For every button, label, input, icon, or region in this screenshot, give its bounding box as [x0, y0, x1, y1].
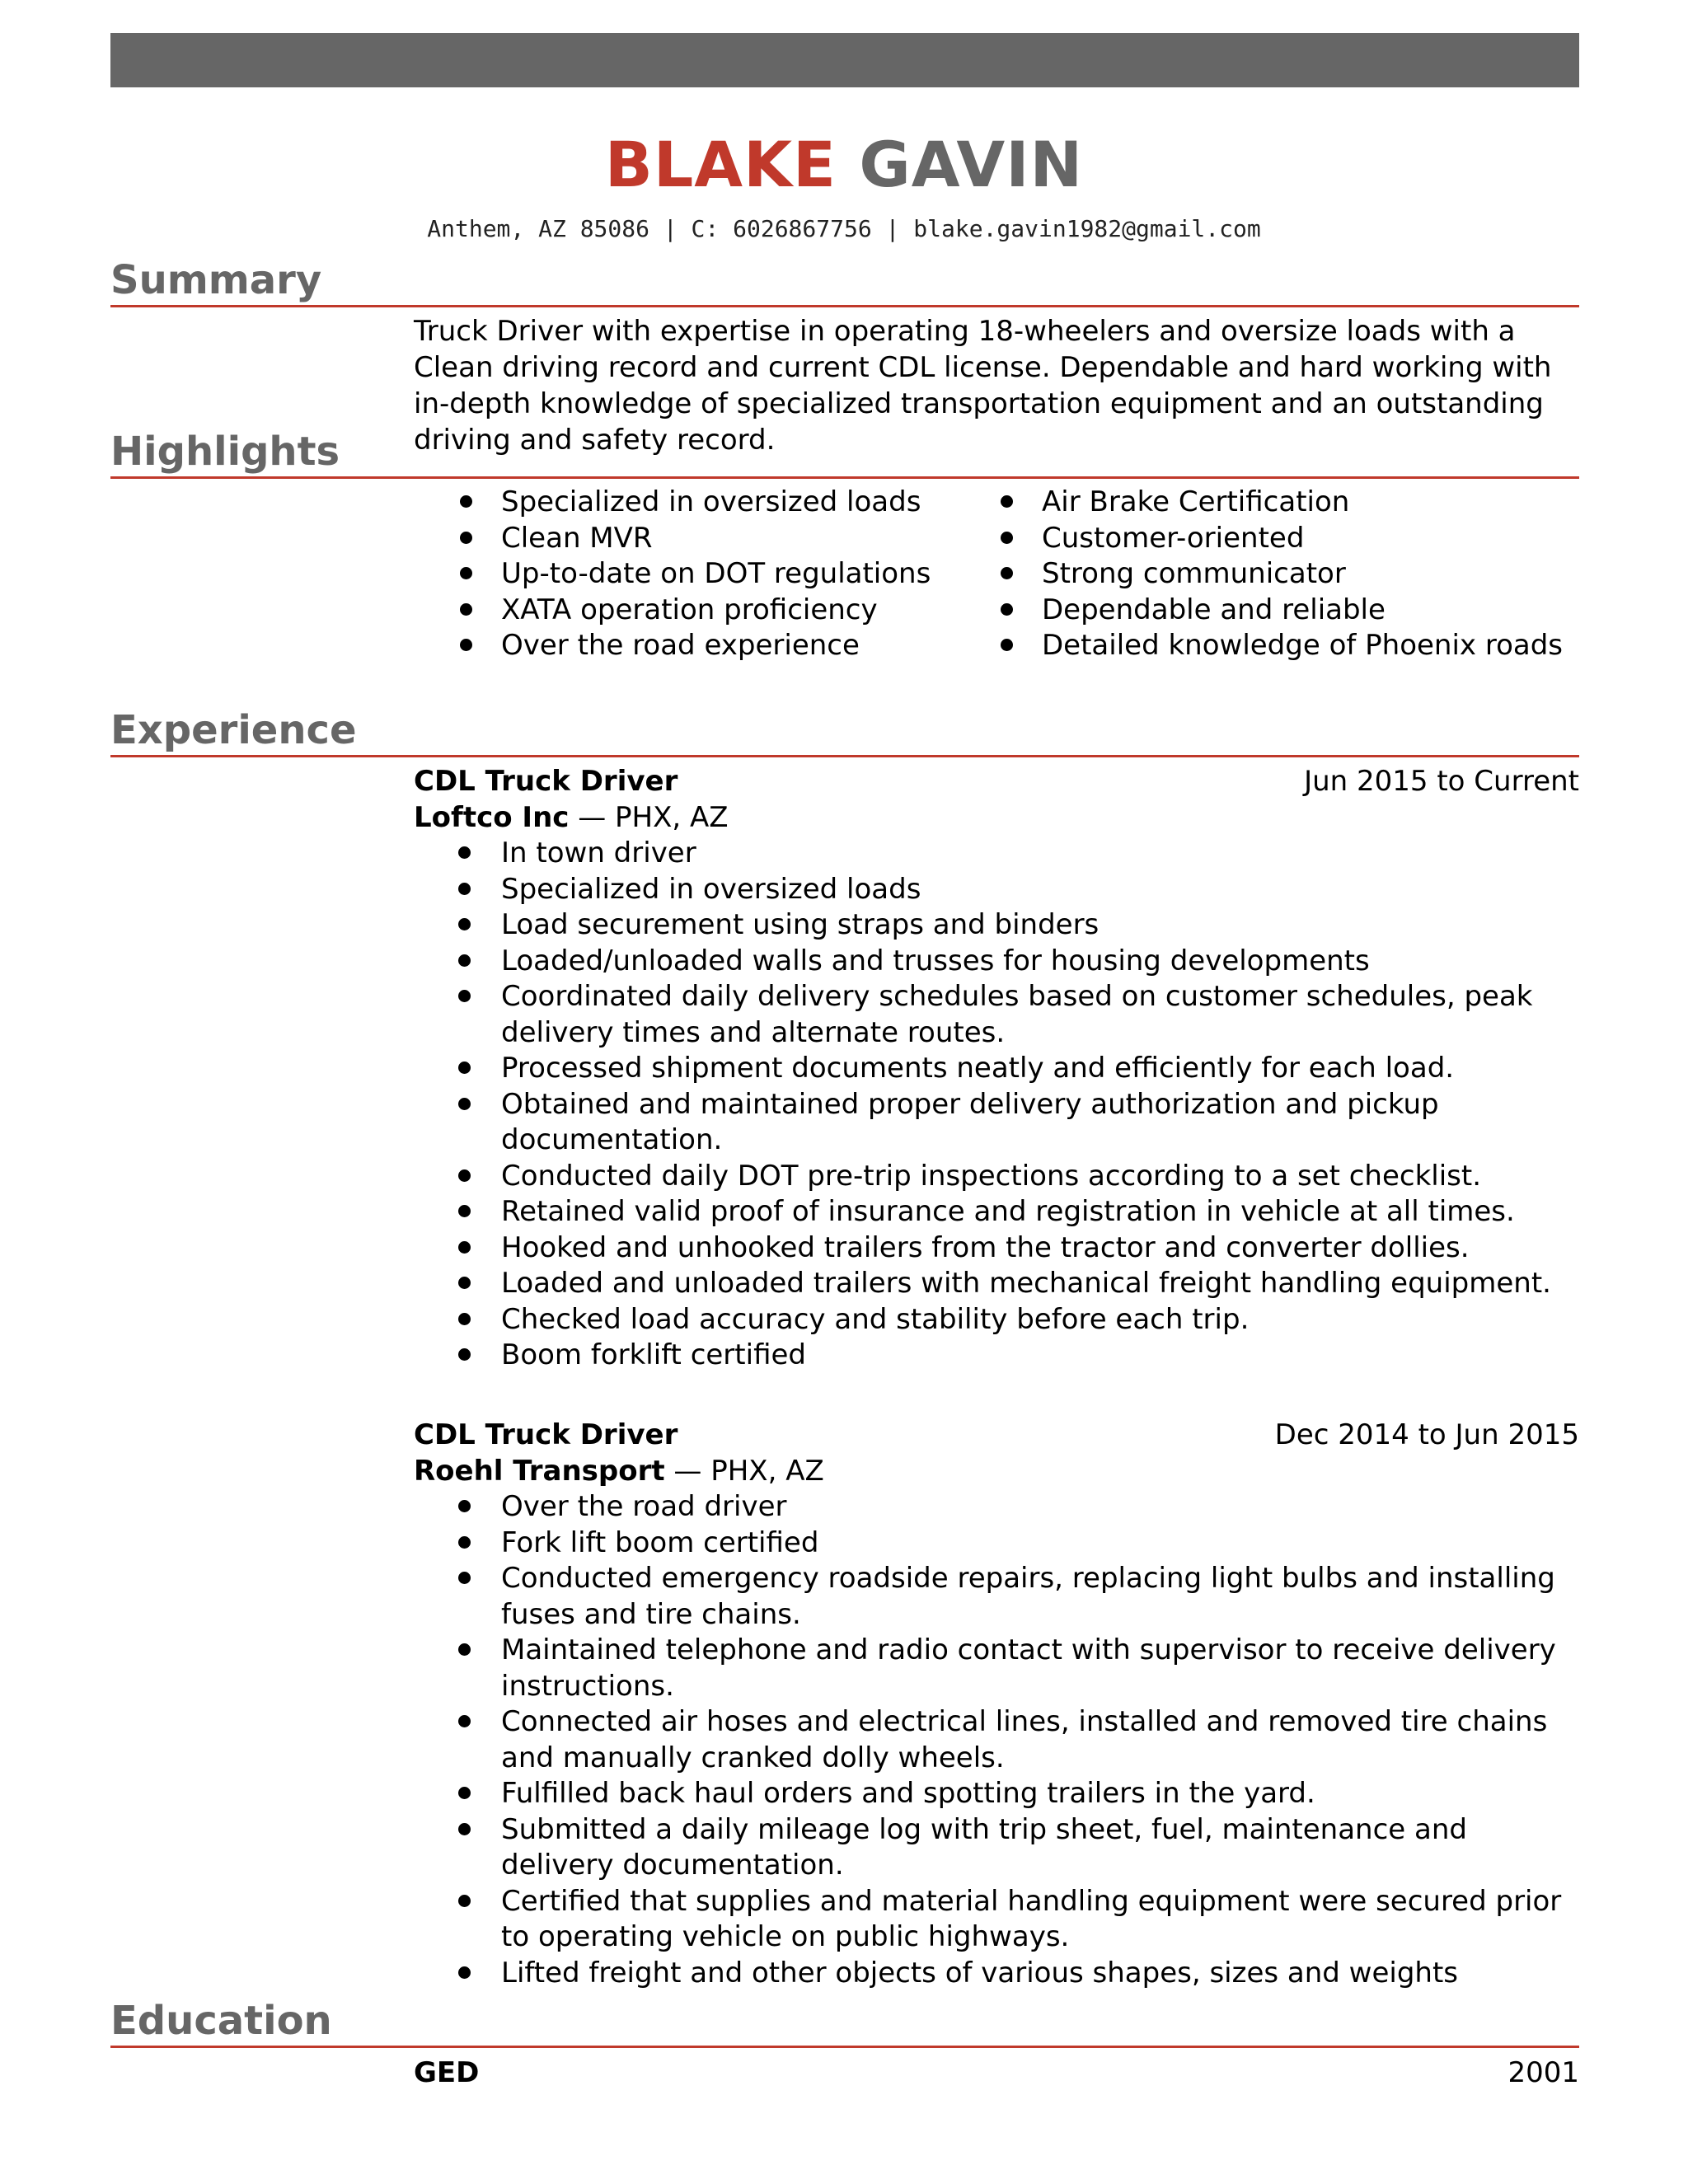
highlights-right-list: [999, 485, 1576, 664]
list-item: Submitted a daily mileage log with trip sheet, fuel, maintenance and delivery documentation.: [457, 1812, 1579, 1884]
list-item: Over the road driver: [457, 1489, 1579, 1526]
list-item: Checked load accuracy and stability before each trip.: [457, 1302, 1579, 1338]
list-item: Detailed knowledge of Phoenix roads: [999, 628, 1576, 664]
list-item: Processed shipment documents neatly and efficiently for each load.: [457, 1051, 1579, 1087]
job-1-header: [414, 763, 1579, 799]
experience-divider: [110, 755, 1579, 757]
summary-text: Truck Driver with expertise in operating 18-wheelers and oversize loads with a Clean driving record and current CDL license. Dependable and hard working with in-depth knowledge of specialized transportation equipment and an outstanding driving and safety record.: [414, 315, 1552, 457]
job-1-location: — PHX, AZ: [569, 801, 729, 834]
summary-divider: [110, 305, 1579, 307]
education-entry: [414, 2055, 1579, 2091]
list-item: In town driver: [457, 836, 1579, 872]
header-bar: [110, 33, 1579, 87]
job-2-header: [414, 1417, 1579, 1453]
list-item: Customer-oriented: [999, 521, 1576, 557]
list-item: Maintained telephone and radio contact with supervisor to receive delivery instructions.: [457, 1633, 1579, 1704]
last-name: GAVIN: [859, 128, 1084, 201]
list-item: Specialized in oversized loads: [458, 485, 953, 521]
education-year: 2001: [1507, 2056, 1579, 2089]
list-item: Conducted daily DOT pre-trip inspections according to a set checklist.: [457, 1159, 1579, 1195]
job-1-company: Loftco Inc: [414, 801, 570, 834]
list-item: Certified that supplies and material handling equipment were secured prior to operating vehicle on public highways.: [457, 1884, 1579, 1956]
candidate-name: [0, 124, 1688, 206]
list-item: Boom forklift certified: [457, 1338, 1579, 1374]
list-item: XATA operation proficiency: [458, 593, 953, 629]
list-item: Coordinated daily delivery schedules based on customer schedules, peak delivery times and alternate routes.: [457, 979, 1579, 1051]
list-item: Loaded/unloaded walls and trusses for housing developments: [457, 944, 1579, 980]
list-item: Conducted emergency roadside repairs, replacing light bulbs and installing fuses and tire chains.: [457, 1561, 1579, 1633]
job-2-company-line: [414, 1453, 1579, 1489]
list-item: Loaded and unloaded trailers with mechanical freight handling equipment.: [457, 1266, 1579, 1302]
experience-heading: Experience: [110, 707, 357, 753]
job-1-role: CDL Truck Driver: [414, 765, 678, 798]
list-item: Over the road experience: [458, 628, 953, 664]
list-item: Air Brake Certification: [999, 485, 1576, 521]
job-2-company: Roehl Transport: [414, 1455, 665, 1488]
highlights-heading: Highlights: [110, 429, 340, 475]
education-divider: [110, 2046, 1579, 2048]
list-item: Clean MVR: [458, 521, 953, 557]
list-item: Load securement using straps and binders: [457, 907, 1579, 944]
education-degree: GED: [414, 2056, 480, 2089]
job-1-company-line: [414, 799, 1579, 836]
list-item: Up-to-date on DOT regulations: [458, 556, 953, 593]
list-item: Hooked and unhooked trailers from the tractor and converter dollies.: [457, 1230, 1579, 1267]
highlights-left-list: [458, 485, 953, 664]
education-heading: Education: [110, 1998, 332, 2044]
list-item: Strong communicator: [999, 556, 1576, 593]
job-2-role: CDL Truck Driver: [414, 1418, 678, 1451]
list-item: Fork lift boom certified: [457, 1526, 1579, 1562]
list-item: Fulfilled back haul orders and spotting trailers in the yard.: [457, 1776, 1579, 1812]
job-1-bullet-list: [457, 836, 1579, 1374]
list-item: Retained valid proof of insurance and registration in vehicle at all times.: [457, 1194, 1579, 1230]
list-item: Connected air hoses and electrical lines, installed and removed tire chains and manually cranked dolly wheels.: [457, 1704, 1579, 1776]
first-name: BLAKE: [604, 128, 837, 201]
contact-info: Anthem, AZ 85086 | C: 6026867756 | blake.gavin1982@gmail.com: [427, 215, 1261, 242]
highlights-divider: [110, 476, 1579, 479]
summary-heading: Summary: [110, 257, 322, 303]
list-item: Obtained and maintained proper delivery authorization and pickup documentation.: [457, 1087, 1579, 1159]
list-item: Dependable and reliable: [999, 593, 1576, 629]
job-2-dates: Dec 2014 to Jun 2015: [1274, 1418, 1579, 1451]
job-2-location: — PHX, AZ: [664, 1455, 824, 1488]
list-item: Specialized in oversized loads: [457, 872, 1579, 908]
list-item: Lifted freight and other objects of various shapes, sizes and weights: [457, 1956, 1579, 1992]
job-1-dates: Jun 2015 to Current: [1304, 765, 1579, 798]
job-2-bullet-list: [457, 1489, 1579, 1991]
